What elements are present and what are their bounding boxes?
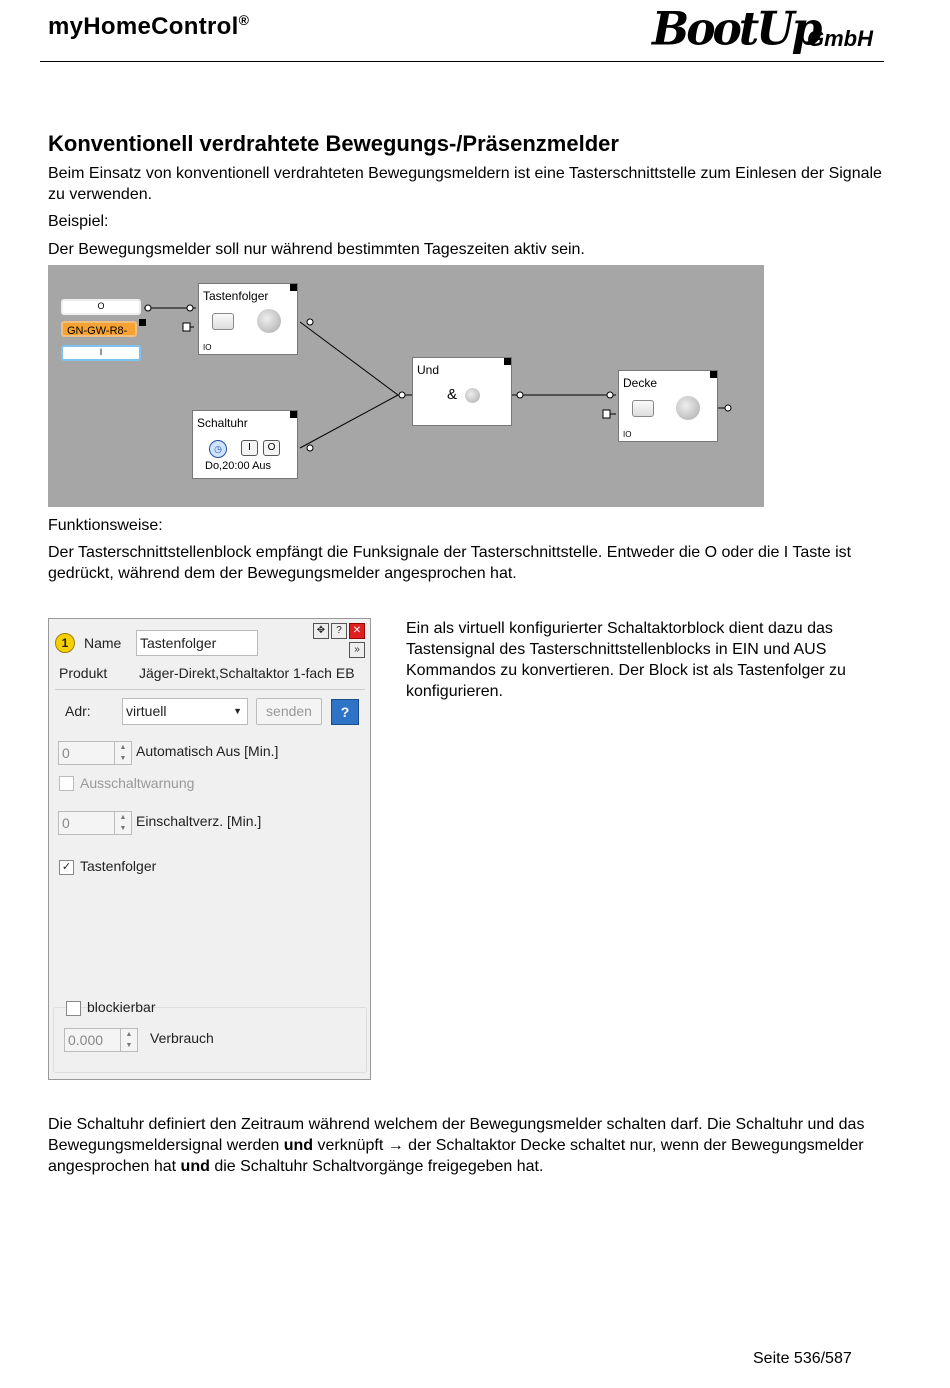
dialog-description: Ein als virtuell konfigurierter Schaltaktorblock dient dazu das Tastensignal des Tasterschnittstellenblocks in EIN und AUS Kommandos zu konvertieren. Der Block ist als Tastenfolger zu konfigurieren. <box>406 620 846 700</box>
adr-label: Adr: <box>65 703 91 719</box>
block-title: Schaltuhr <box>197 416 248 430</box>
move-icon[interactable]: ✥ <box>313 623 329 639</box>
state-lamp-icon <box>465 388 480 403</box>
verbrauch-label: Verbrauch <box>150 1030 214 1046</box>
block-corner-marker <box>504 358 511 365</box>
expand-icon[interactable]: » <box>349 642 365 658</box>
switch-icon[interactable] <box>212 313 234 330</box>
produkt-label: Produkt <box>59 665 108 681</box>
lamp-icon <box>257 309 281 333</box>
page-number: Seite 536/587 <box>753 1350 852 1367</box>
header-divider <box>40 61 884 62</box>
lamp-icon <box>676 396 700 420</box>
and-symbol: & <box>447 386 458 403</box>
auto-aus-label: Automatisch Aus [Min.] <box>136 743 279 759</box>
help-icon[interactable]: ? <box>331 623 347 639</box>
document-header-title: myHomeControl® <box>48 12 250 40</box>
block-title: Tastenfolger <box>203 289 269 303</box>
input-on-button[interactable]: I <box>61 345 141 361</box>
divider <box>55 689 365 690</box>
block-tastenfolger[interactable] <box>198 283 298 355</box>
bootup-logo <box>652 2 877 57</box>
block-und[interactable] <box>412 357 512 426</box>
verbrauch-input[interactable]: 0.000 ▲ ▼ <box>64 1028 138 1052</box>
block-number-icon: 1 <box>55 633 75 653</box>
clock-icon: ◷ <box>209 440 227 458</box>
block-io-label: IO <box>623 430 632 439</box>
name-label: Name <box>84 635 122 651</box>
input-corner-marker <box>139 319 146 326</box>
logo-suffix: GmbH <box>807 26 873 51</box>
ausschaltwarnung-checkbox[interactable] <box>59 776 74 791</box>
switch-icon[interactable] <box>632 400 654 417</box>
intro-paragraph: Beim Einsatz von konventionell verdrahteten Bewegungsmeldern ist eine Tasterschnittstelle zum Einlesen der Signale zu verwenden. <box>48 165 882 203</box>
send-button[interactable]: senden <box>256 698 322 725</box>
closing-paragraph: Die Schaltuhr definiert den Zeitraum während welchem der Bewegungsmelder schalten darf. Die Schaltuhr und das Bewegungsmeldersignal werden und verknüpft → der Schaltaktor Decke schaltet nur, wenn der Bewegungsmelder angesprochen hat und die Schaltuhr Schaltvorgänge freigegeben hat. <box>48 1116 865 1175</box>
block-properties-dialog <box>48 618 371 1080</box>
einschaltverz-input[interactable]: 0 ▲ ▼ <box>58 811 132 835</box>
timer-off-button[interactable]: O <box>263 440 280 456</box>
funktion-paragraph: Der Tasterschnittstellenblock empfängt die Funksignale der Tasterschnittstelle. Entweder die O oder die I Taste ist gedrückt, während dem der Bewegungsmelder angesprochen hat. <box>48 544 852 582</box>
block-title: Und <box>417 363 440 377</box>
input-off-button[interactable]: O <box>61 299 141 315</box>
block-corner-marker <box>290 284 297 291</box>
name-input[interactable]: Tastenfolger <box>136 630 258 656</box>
timer-status: Do,20:00 Aus <box>205 460 272 472</box>
auto-aus-input[interactable]: 0 ▲ ▼ <box>58 741 132 765</box>
block-corner-marker <box>290 411 297 418</box>
ausschaltwarnung-label: Ausschaltwarnung <box>80 775 195 791</box>
help-button[interactable]: ? <box>331 699 359 725</box>
block-title: Decke <box>623 376 658 390</box>
block-corner-marker <box>710 371 717 378</box>
beispiel-label: Beispiel: <box>48 213 109 230</box>
funktionsweise-label: Funktionsweise: <box>48 517 163 534</box>
example-paragraph: Der Bewegungsmelder soll nur während bestimmten Tageszeiten aktiv sein. <box>48 241 585 258</box>
blockierbar-label: blockierbar <box>87 999 156 1015</box>
tastenfolger-label: Tastenfolger <box>80 858 157 874</box>
input-device-label[interactable]: GN-GW-R8- <box>61 321 137 337</box>
timer-on-button[interactable]: I <box>241 440 258 456</box>
block-decke[interactable] <box>618 370 718 442</box>
logo-wordmark: BootUp <box>652 2 820 57</box>
tastenfolger-checkbox[interactable]: ✓ <box>59 860 74 875</box>
produkt-value: Jäger-Direkt,Schaltaktor 1-fach EB <box>139 665 355 681</box>
block-io-label: IO <box>203 343 212 352</box>
close-icon[interactable]: ✕ <box>349 623 365 639</box>
chevron-down-icon: ▼ <box>233 706 242 716</box>
einschaltverz-label: Einschaltverz. [Min.] <box>136 813 262 829</box>
section-heading: Konventionell verdrahtete Bewegungs-/Präsenzmelder <box>48 131 619 156</box>
adr-select[interactable]: virtuell ▼ <box>122 698 248 725</box>
blockierbar-checkbox[interactable] <box>66 1001 81 1016</box>
block-schaltuhr[interactable] <box>192 410 298 479</box>
logic-diagram <box>48 265 764 507</box>
